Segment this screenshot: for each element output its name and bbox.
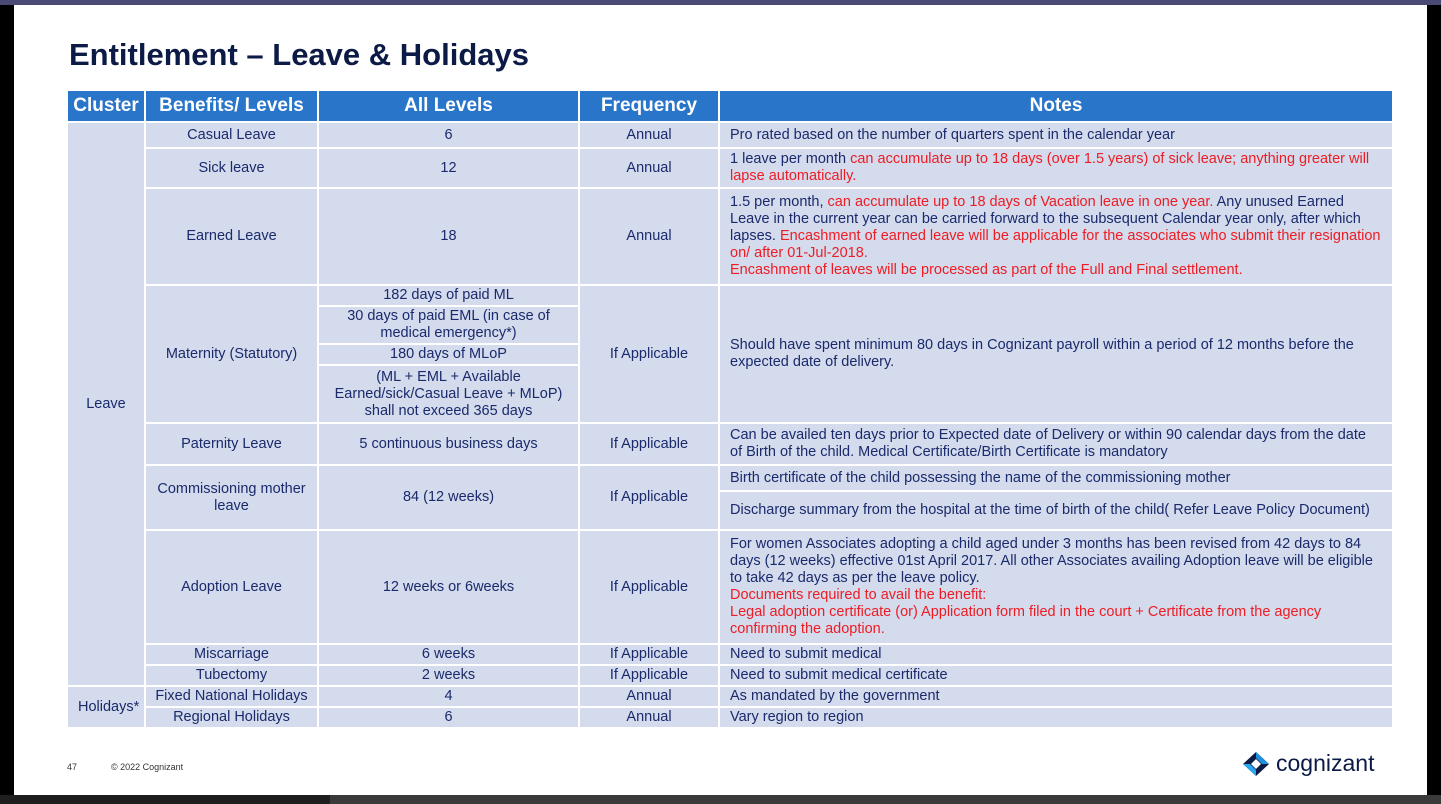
benefit-commissioning-mother: Commissioning mother leave [146,466,317,529]
table-row [68,708,1392,727]
benefit-miscarriage: Miscarriage [146,645,317,664]
slide-title: Entitlement – Leave & Holidays [69,37,529,72]
frequency-maternity: If Applicable [580,286,718,422]
table-header-row [68,91,1392,121]
cognizant-logo [1242,750,1374,777]
cluster-holidays: Holidays* [68,687,144,727]
note-earned-leave [720,189,1392,284]
frequency-sick-leave: Annual [580,149,718,187]
cognizant-logo-text: cognizant [1276,750,1375,776]
table-row [68,466,1392,490]
header-frequency: Frequency [580,91,718,121]
note-casual-leave: Pro rated based on the number of quarters spent in the calendar year [720,123,1392,147]
note-adoption-text-3: Legal adoption certificate (or) Application form filed in the court + Certificate from the agency confirming the adoption. [730,604,1322,637]
table-row [68,531,1392,643]
note-adoption-text-1: For women Associates adopting a child aged under 3 months has been revised from 42 days to 84 days (12 weeks) effective 01st April 2017. All other Associates availing Adoption leave will be eligible to take 42 days as per the leave policy. [730,536,1373,586]
benefit-maternity: Maternity (Statutory) [146,286,317,422]
frequency-fixed-national-holidays: Annual [580,687,718,706]
benefit-casual-leave: Casual Leave [146,123,317,147]
note-adoption-text-2: Documents required to avail the benefit: [730,587,987,603]
levels-commissioning-mother: 84 (12 weeks) [319,466,578,529]
table-row [68,424,1392,464]
slide [14,5,1427,795]
note-commissioning-2: Discharge summary from the hospital at the time of birth of the child( Refer Leave Policy Document) [720,492,1392,529]
levels-paternity-leave: 5 continuous business days [319,424,578,464]
header-cluster: Cluster [68,91,144,121]
benefit-earned-leave: Earned Leave [146,189,317,284]
note-adoption-leave [720,531,1392,643]
frequency-earned-leave: Annual [580,189,718,284]
levels-regional-holidays: 6 [319,708,578,727]
note-regional-holidays: Vary region to region [720,708,1392,727]
page-number: 47 [67,762,78,772]
benefit-sick-leave: Sick leave [146,149,317,187]
levels-earned-leave: 18 [319,189,578,284]
levels-maternity-1: 182 days of paid ML [319,286,578,305]
levels-maternity-2: 30 days of paid EML (in case of medical emergency*) [319,307,578,343]
table-row [68,666,1392,685]
table-row [68,286,1392,305]
note-fixed-national-holidays: As mandated by the government [720,687,1392,706]
levels-casual-leave: 6 [319,123,578,147]
benefit-paternity-leave: Paternity Leave [146,424,317,464]
cluster-leave: Leave [68,123,144,685]
levels-maternity-3: 180 days of MLoP [319,345,578,364]
levels-adoption-leave: 12 weeks or 6weeks [319,531,578,643]
frequency-regional-holidays: Annual [580,708,718,727]
note-sick-leave [720,149,1392,187]
benefit-adoption-leave: Adoption Leave [146,531,317,643]
copyright: © 2022 Cognizant [111,762,184,772]
note-maternity: Should have spent minimum 80 days in Cognizant payroll within a period of 12 months before the expected date of delivery. [720,286,1392,422]
frequency-commissioning-mother: If Applicable [580,466,718,529]
entitlement-table [66,89,1394,729]
frequency-paternity-leave: If Applicable [580,424,718,464]
frequency-miscarriage: If Applicable [580,645,718,664]
table-row [68,687,1392,706]
header-benefits-levels: Benefits/ Levels [146,91,317,121]
note-miscarriage: Need to submit medical [720,645,1392,664]
benefit-tubectomy: Tubectomy [146,666,317,685]
cognizant-logo-icon [1242,751,1270,777]
levels-fixed-national-holidays: 4 [319,687,578,706]
header-all-levels: All Levels [319,91,578,121]
frequency-casual-leave: Annual [580,123,718,147]
note-earned-text-2: can accumulate up to 18 days of Vacation leave in one year. [827,194,1214,210]
levels-maternity-4: (ML + EML + Available Earned/sick/Casual Leave + MLoP) shall not exceed 365 days [319,366,578,422]
note-commissioning-1: Birth certificate of the child possessing the name of the commissioning mother [720,466,1392,490]
note-paternity-leave: Can be availed ten days prior to Expected date of Delivery or within 90 calendar days from the date of Birth of the child. Medical Certificate/Birth Certificate is mandatory [720,424,1392,464]
frequency-tubectomy: If Applicable [580,666,718,685]
window-bottom-bar [0,795,1441,804]
note-earned-text-4: Encashment of earned leave will be applicable for the associates who submit their resignation on/ after 01-Jul-2018. [730,228,1381,261]
header-notes: Notes [720,91,1392,121]
note-sick-leave-text-2: can accumulate up to 18 days (over 1.5 years) of sick leave; anything greater will lapse automatically. [730,151,1370,184]
table-row [68,189,1392,284]
note-earned-text-3: Any unused Earned Leave in the current year can be carried forward to the subsequent Calendar year only, after which lapses. [730,194,1361,244]
table-row [68,123,1392,147]
benefit-regional-holidays: Regional Holidays [146,708,317,727]
note-tubectomy: Need to submit medical certificate [720,666,1392,685]
table-row [68,645,1392,664]
note-earned-text-5: Encashment of leaves will be processed as part of the Full and Final settlement. [730,262,1243,278]
levels-miscarriage: 6 weeks [319,645,578,664]
levels-sick-leave: 12 [319,149,578,187]
note-earned-text-1: 1.5 per month, [730,194,828,210]
table-row [68,149,1392,187]
note-sick-leave-text-1: 1 leave per month [730,151,847,167]
benefit-fixed-national-holidays: Fixed National Holidays [146,687,317,706]
frequency-adoption-leave: If Applicable [580,531,718,643]
levels-tubectomy: 2 weeks [319,666,578,685]
